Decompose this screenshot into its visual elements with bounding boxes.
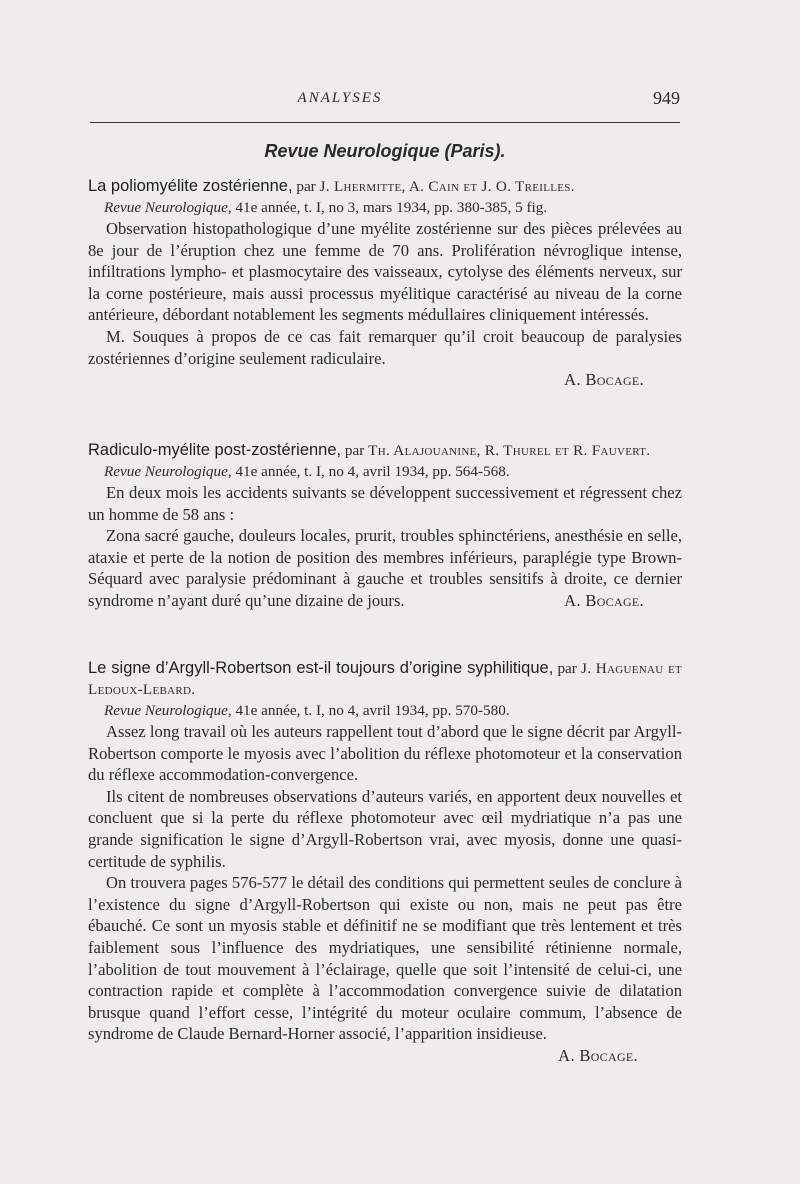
- article-1-journal: Revue Neurologique,: [104, 199, 232, 216]
- article-2-paragraph: En deux mois les accidents suivants se développent successivement et régressent chez un homme de 58 ans :: [88, 483, 682, 524]
- article-2-paragraph-text: Zona sacré gauche, douleurs locales, prurit, troubles sphinctériens, anesthésie en selle, ataxie et perte de la notion de position des membres inférieurs, paraplégie type Brown-Séquard avec paralysie prédominant à gauche et troubles sensitifs à droite, ce dernier syndrome n’ayant duré qu’une dizaine de jours.: [88, 526, 682, 610]
- article-2-journal: Revue Neurologique,: [104, 463, 232, 480]
- article-3-paragraph: Assez long travail où les auteurs rappellent tout d’abord que le signe décrit par Argyll-Robertson comporte le myosis avec l’abolition du réflexe photomoteur et la conservation du réflexe accommodation-convergence.: [88, 722, 682, 785]
- article-1-heading: [88, 176, 682, 197]
- page-number: 949: [653, 88, 680, 108]
- article-1-paragraph: Observation histopathologique d’une myélite zostérienne sur des pièces prélevées au 8e jour de l’éruption chez une femme de 70 ans. Prolifération névroglique intense, infiltrations lympho- et plasmocytaire des vaisseaux, cytolyse des éléments nerveux, sur la corne postérieure, mais aussi processus myélitique caractérisé au niveau de la corne antérieure, débordant notablement les segments médullaires cliniquement intéressés.: [88, 219, 682, 325]
- article-3-paragraph-text: On trouvera pages 576-577 le détail des conditions qui permettent seules de conclure à l’existence du signe d’Argyll-Robertson qui existe ou non, mais ne peut pas être ébauché. Ce sont un myosis stable et définitif ne se modifiant que très lentement et très faiblement sous l’influence des mydriatiques, une sensibilité rétinienne normale, l’abolition de tout mouvement à l’éclairage, quelle que soit l’intensité de celui-ci, une contraction rapide et complète à l’accommodation convergence suivie de dilatation brusque quand l’effort cesse, l’intégrité du moteur oculaire commum, l’absence de syndrome de Claude Bernard-Horner associé, l’apparition insidieuse.: [88, 873, 682, 1044]
- article-2-title: Radiculo-myélite post-zostérienne,: [88, 441, 342, 459]
- article-1-paragraph: M. Souques à propos de ce cas fait remarquer qu’il croit beaucoup de paralysies zostériennes d’origine seulement radiculaire.: [88, 326, 682, 368]
- article-1-signature: A. Bocage.: [564, 370, 644, 390]
- article-1-body: [88, 218, 682, 369]
- article-3-paragraph: Ils citent de nombreuses observations d’auteurs variés, en apportent deux nouvelles et concluent que si la perte du réflexe photomoteur avec œil mydriatique n’a pas une grande signification le signe d’Argyll-Robertson vrai, avec myosis, donne une quasi-certitude de syphilis.: [88, 786, 682, 871]
- running-head: [90, 86, 680, 116]
- article-2-paragraph: [88, 525, 682, 611]
- article-2-citation: 41e année, t. I, no 4, avril 1934, pp. 564-568.: [235, 463, 510, 480]
- article-2: [88, 440, 682, 612]
- article-3-title: Le signe d’Argyll-Robertson est-il toujours d’origine syphilitique,: [88, 659, 554, 677]
- article-3-body: [88, 721, 682, 1065]
- article-2-signature: A. Bocage.: [564, 590, 644, 610]
- article-3-journal: Revue Neurologique,: [104, 702, 232, 719]
- article-3-paragraph: [88, 872, 682, 1065]
- article-3: [88, 658, 682, 1067]
- article-3-citation: 41e année, t. I, no 4, avril 1934, pp. 570-580.: [235, 702, 510, 719]
- article-3-signature: A. Bocage.: [558, 1045, 638, 1065]
- article-3-reference: [88, 700, 682, 721]
- article-2-by: par: [344, 442, 365, 459]
- running-title: ANALYSES: [297, 90, 383, 106]
- article-1-authors: J. Lhermitte, A. Cain et J. O. Treilles.: [319, 178, 575, 195]
- article-2-heading: [88, 440, 682, 461]
- article-3-heading: [88, 658, 682, 700]
- article-1: [88, 176, 682, 391]
- article-3-authors: J. Haguenau et Ledoux-Lebard.: [88, 660, 682, 698]
- article-1-title: La poliomyélite zostérienne,: [88, 177, 293, 195]
- article-1-by: par: [296, 178, 316, 195]
- journal-section-title: Revue Neurologique (Paris).: [264, 141, 506, 161]
- header-rule: [90, 122, 680, 123]
- article-3-by: par: [557, 660, 577, 677]
- article-1-citation: 41e année, t. I, no 3, mars 1934, pp. 380-385, 5 fig.: [235, 199, 548, 216]
- article-1-reference: [88, 197, 682, 218]
- article-2-authors: Th. Alajouanine, R. Thurel et R. Fauvert.: [368, 442, 651, 459]
- article-2-body: [88, 482, 682, 612]
- article-2-reference: [88, 461, 682, 482]
